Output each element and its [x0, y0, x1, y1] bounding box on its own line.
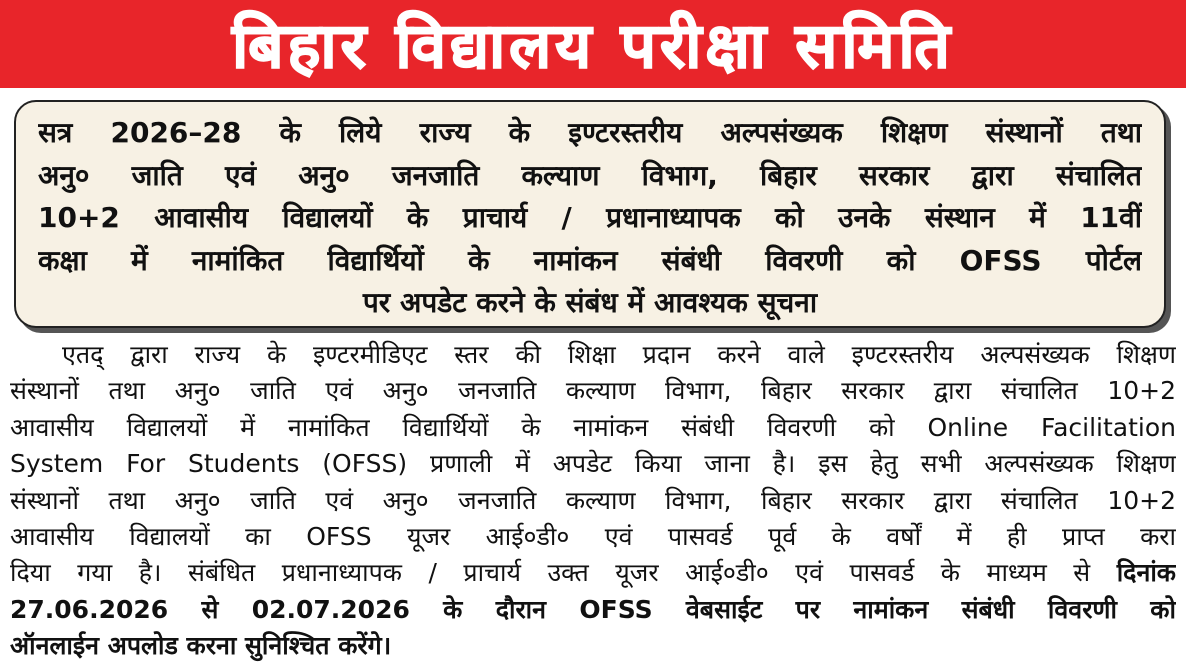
body-line	[10, 555, 1176, 591]
notice-line: कक्षा में नामांकित विद्यार्थियों के नामांकन संबंधी विवरणी को OFSS पोर्टल	[38, 243, 1142, 277]
body-line-bold	[10, 592, 1176, 628]
body-line: संस्थानों तथा अनु० जाति एवं अनु० जनजाति कल्याण विभाग, बिहार सरकार द्वारा संचालित 10+2	[10, 376, 1176, 406]
body-line: संस्थानों तथा अनु० जाति एवं अनु० जनजाति कल्याण विभाग, बिहार सरकार द्वारा संचालित 10+2	[10, 485, 1176, 515]
body-line: आवासीय विद्यालयों का OFSS यूजर आई०डी० एवं पासवर्ड पूर्व के वर्षों में ही प्राप्त करा	[10, 521, 1176, 551]
notice-subject-box	[14, 100, 1166, 328]
date-range-text: 27.06.2026 से 02.07.2026 के दौरान OFSS वेबसाईट पर नामांकन संबंधी विवरणी को	[10, 594, 1176, 624]
notice-line: अनु० जाति एवं अनु० जनजाति कल्याण विभाग, बिहार सरकार द्वारा संचालित	[38, 158, 1142, 192]
body-text-segment: दिया गया है। संबंधित प्रधानाध्यापक / प्राचार्य उक्त यूजर आई०डी० एवं पासवर्ड के माध्यम से	[10, 558, 1117, 588]
date-label: दिनांक	[1116, 558, 1176, 588]
page-title: बिहार विद्यालय परीक्षा समिति	[232, 9, 954, 82]
header-banner	[0, 0, 1186, 88]
notice-line: 10+2 आवासीय विद्यालयों के प्राचार्य / प्रधानाध्यापक को उनके संस्थान में 11वीं	[38, 201, 1142, 234]
body-line: आवासीय विद्यालयों में नामांकित विद्यार्थियों के नामांकन संबंधी विवरणी को Online Facilitation	[10, 412, 1176, 442]
body-line-bold	[10, 628, 1176, 664]
notice-line: सत्र 2026–28 के लिये राज्य के इण्टरस्तरीय अल्पसंख्यक शिक्षण संस्थानों तथा	[38, 116, 1142, 149]
body-line: System For Students (OFSS) प्रणाली में अपडेट किया जाना है। इस हेतु सभी अल्पसंख्यक शिक्षण	[10, 449, 1176, 479]
body-line: एतद् द्वारा राज्य के इण्टरमीडिएट स्तर की शिक्षा प्रदान करने वाले इण्टरस्तरीय अल्पसंख्यक शिक्षण	[62, 340, 1176, 369]
notice-line: पर अपडेट करने के संबंध में आवश्यक सूचना	[362, 286, 818, 319]
notice-body	[10, 337, 1176, 665]
closing-text: ऑनलाईन अपलोड करना सुनिश्चित करेंगे।	[10, 631, 392, 661]
